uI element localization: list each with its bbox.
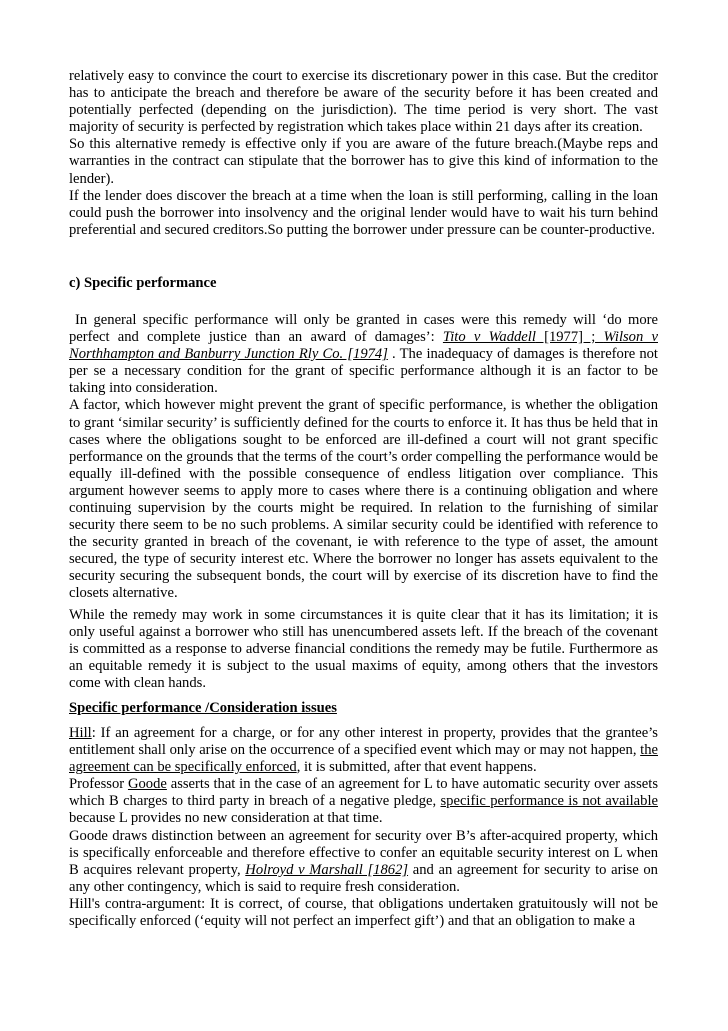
text-run: and an agreement for security to arise on any other contingency, which is said to require fresh consideration. — [69, 861, 658, 895]
text-run: [1977] ; — [535, 329, 604, 346]
spacer — [69, 239, 658, 275]
paragraph-hill — [69, 725, 658, 776]
text-run: because L provides no new consideration at that time. — [69, 810, 383, 827]
text-run: . The inadequacy of damages is therefore not per se a necessary condition for the grant of specific performance although it is an factor to be taking into consideration. — [69, 346, 658, 397]
text-run: Professor — [69, 776, 128, 793]
underlined-text: specific performance is not available — [440, 793, 658, 810]
paragraph-goode-1 — [69, 776, 658, 827]
section-heading-consideration-issues: Specific performance /Consideration issues — [69, 700, 337, 716]
case-citation-holroyd-v-marshall: Holroyd v Marshall [1862] — [245, 861, 409, 878]
spacer — [69, 717, 658, 725]
text-run: Goode draws distinction between an agreement for security over B’s after-acquired property, which is specifically enforceable and therefore effective to confer an equitable security interest on L when B acquires relevant property, — [69, 827, 658, 878]
paragraph-intro-1: relatively easy to convince the court to exercise its discretionary power in this case. But the creditor has to anticipate the breach and therefore be aware of the security before it has been created and potentially perfected (depending on the jurisdiction). The time period is very short. The vast majority of security is perfected by registration which takes place within 21 days after its creation. — [69, 68, 658, 136]
spacer — [69, 292, 658, 312]
paragraph-intro-2: So this alternative remedy is effective only if you are aware of the future breach.(Maybe reps and warranties in the contract can stipulate that the borrower has to give this kind of information to the lender). — [69, 136, 658, 187]
text-run: asserts that in the case of an agreement for L to have automatic security over assets which B charges to third party in breach of a negative pledge, — [69, 776, 658, 810]
paragraph-goode-2 — [69, 828, 658, 896]
paragraph-specific-performance-1 — [69, 312, 658, 397]
spacer — [69, 692, 658, 700]
case-citation-wilson-v-northhampton: Wilson v Northhampton and Banburry Junction Rly Co. [1974] — [69, 329, 658, 363]
paragraph-hill-contra-argument: Hill's contra-argument: It is correct, of course, that obligations undertaken gratuitously will not be specifically enforced (‘equity will not perfect an imperfect gift’) and that an obligation to make a — [69, 895, 658, 930]
underlined-text: the agreement can be specifically enforced — [69, 742, 658, 776]
text-run: : If an agreement for a charge, or for any other interest in property, provides that the grantee’s entitlement shall only arise on the occurrence of a specified event which may or may not happen, — [69, 725, 658, 759]
author-name-hill: Hill — [69, 725, 92, 741]
paragraph-specific-performance-2: A factor, which however might prevent the grant of specific performance, is whether the obligation to grant ‘similar security’ is sufficiently defined for the courts to enforce it. It has thus be held that in cases where the obligations sought to be enforced are ill-defined a court will not grant specific performance on the grounds that the terms of the court’s order compelling the performance would be equally ill-defined with the possible consequence of endless litigation over compliance. This argument however seems to apply more to cases where there is a continuing obligation and where continuing supervision by the courts might be required. In relation to the furnishing of similar security there seem to be no such problems. A similar security could be identified with reference to the security granted in breach of the covenant, ie with reference to the type of asset, the amount secured, the type of security interest etc. Where the borrower no longer has assets equivalent to the security securing the subsequent bonds, the court will by exercise of its discretion have to find the closets alternative. — [69, 397, 658, 602]
text-run: , it is submitted, after that event happens. — [296, 759, 537, 776]
paragraph-intro-3: If the lender does discover the breach at a time when the loan is still performing, calling in the loan could push the borrower into insolvency and the original lender would have to wait his turn behind preferential and secured creditors.So putting the borrower under pressure can be counter-productive. — [69, 187, 658, 238]
case-citation-tito-v-waddell: Tito v Waddell — [442, 329, 536, 346]
paragraph-specific-performance-3: While the remedy may work in some circumstances it is quite clear that it has its limitation; it is only useful against a borrower who still has unencumbered assets left. If the breach of the covenant is committed as a response to adverse financial conditions the remedy may be futile. Furthermore as an equitable remedy it is subject to the usual maxims of equity, among others that the investors come with clean hands. — [69, 606, 658, 691]
text-run: In general specific performance will only be granted in cases were this remedy will ‘do more perfect and complete justice than an award of damages’: — [69, 311, 658, 346]
section-heading-specific-performance: c) Specific performance — [69, 274, 217, 291]
author-name-goode: Goode — [127, 776, 167, 793]
